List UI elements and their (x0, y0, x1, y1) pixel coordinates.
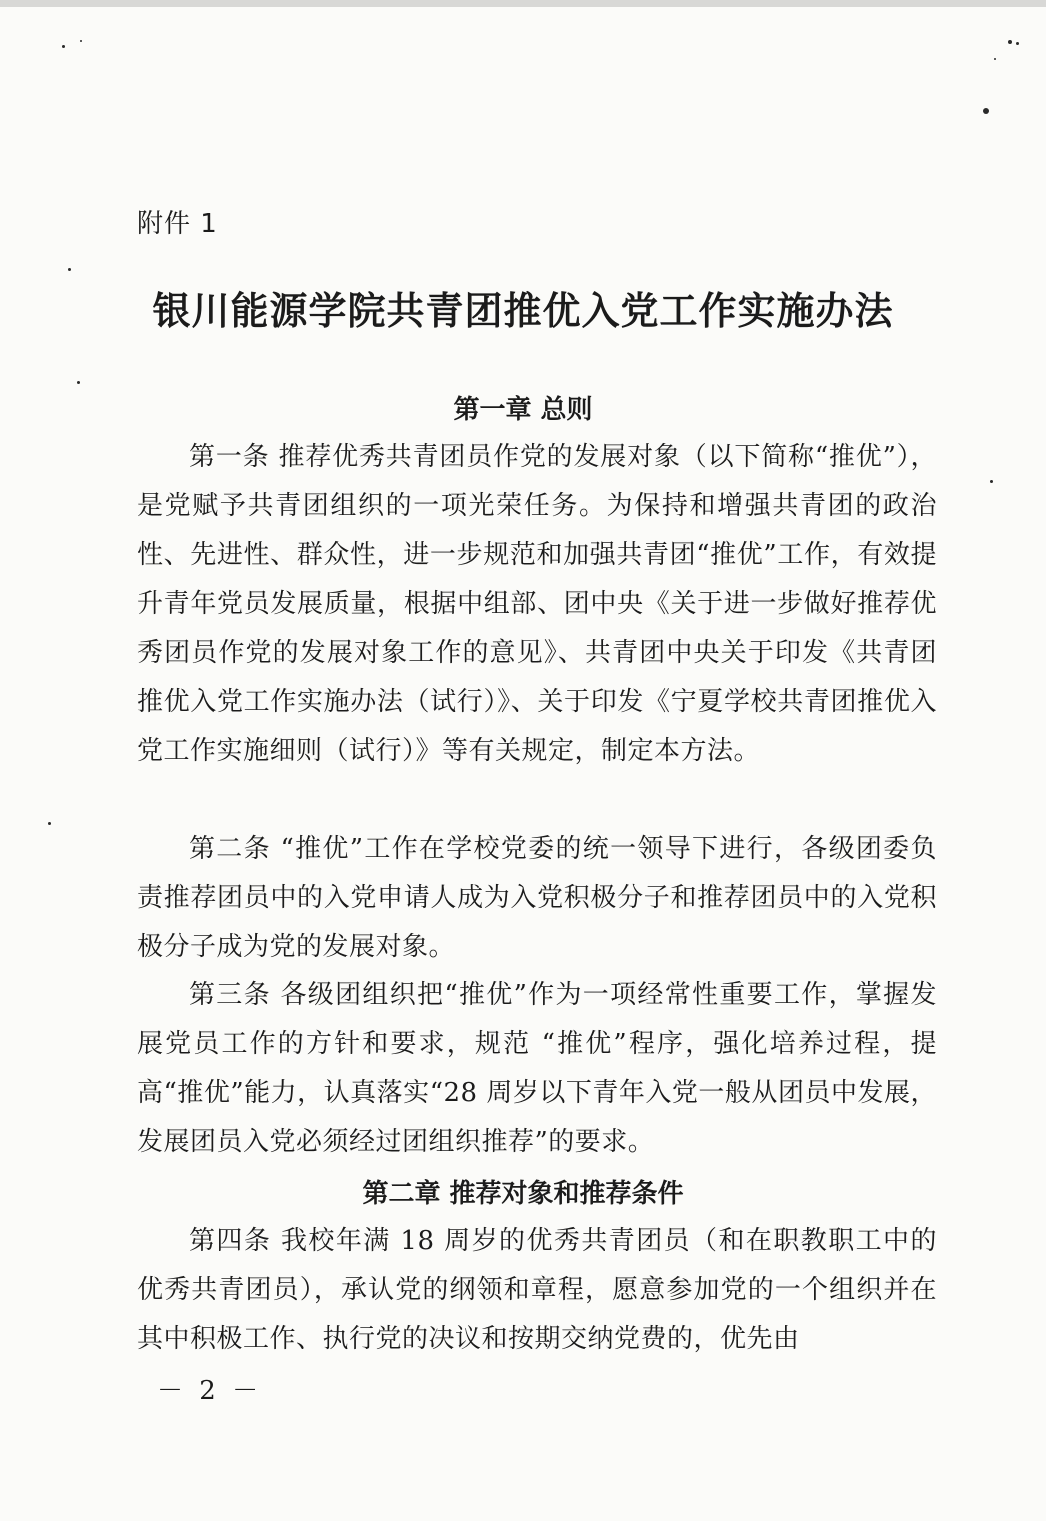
scan-top-band (0, 0, 1046, 7)
article-paragraph: 第四条 我校年满 18 周岁的优秀共青团员（和在职教职工中的优秀共青团员），承认党的纲领和章程，愿意参加党的一个组织并在其中积极工作、执行党的决议和按期交纳党费的，优先由 (137, 1226, 937, 1354)
document-title: 银川能源学院共青团推优入党工作实施办法 (152, 289, 894, 333)
article-paragraph: 第一条 推荐优秀共青团员作党的发展对象（以下简称“推优”），是党赋予共青团组织的一项光荣任务。为保持和增强共青团的政治性、先进性、群众性，进一步规范和加强共青团“推优”工作，有效提升青年党员发展质量，根据中组部、团中央《关于进一步做好推荐优秀团员作党的发展对象工作的意见》、共青团中央关于印发《共青团推优入党工作实施办法（试行）》、关于印发《宁夏学校共青团推优入党工作实施细则（试行）》等有关规定，制定本方法。 (137, 442, 937, 766)
scan-speck (994, 58, 996, 60)
scan-speck (983, 108, 989, 114)
chapter-heading: 第二章 推荐对象和推荐条件 (362, 1179, 684, 1209)
scan-speck (62, 45, 65, 48)
chapter-heading: 第一章 总则 (453, 395, 593, 425)
scan-speck (1016, 42, 1019, 45)
scan-speck (80, 40, 82, 42)
scan-speck (77, 381, 80, 384)
article-paragraph: 第三条 各级团组织把“推优”作为一项经常性重要工作，掌握发展党员工作的方针和要求，规范 “推优”程序，强化培养过程，提高“推优”能力，认真落实“28 周岁以下青年入党一般从团员中发展，发展团员入党必须经过团组织推荐”的要求。 (137, 980, 937, 1157)
scan-speck (990, 480, 993, 483)
article-paragraph: 第二条 “推优”工作在学校党委的统一领导下进行，各级团委负责推荐团员中的入党申请人成为入党积极分子和推荐团员中的入党积极分子成为党的发展对象。 (137, 834, 937, 962)
scan-speck (48, 822, 51, 825)
page-number: － 2 － (157, 1376, 263, 1406)
scan-speck (1008, 40, 1012, 44)
attachment-label: 附件 1 (137, 209, 218, 239)
scan-speck (68, 268, 71, 271)
